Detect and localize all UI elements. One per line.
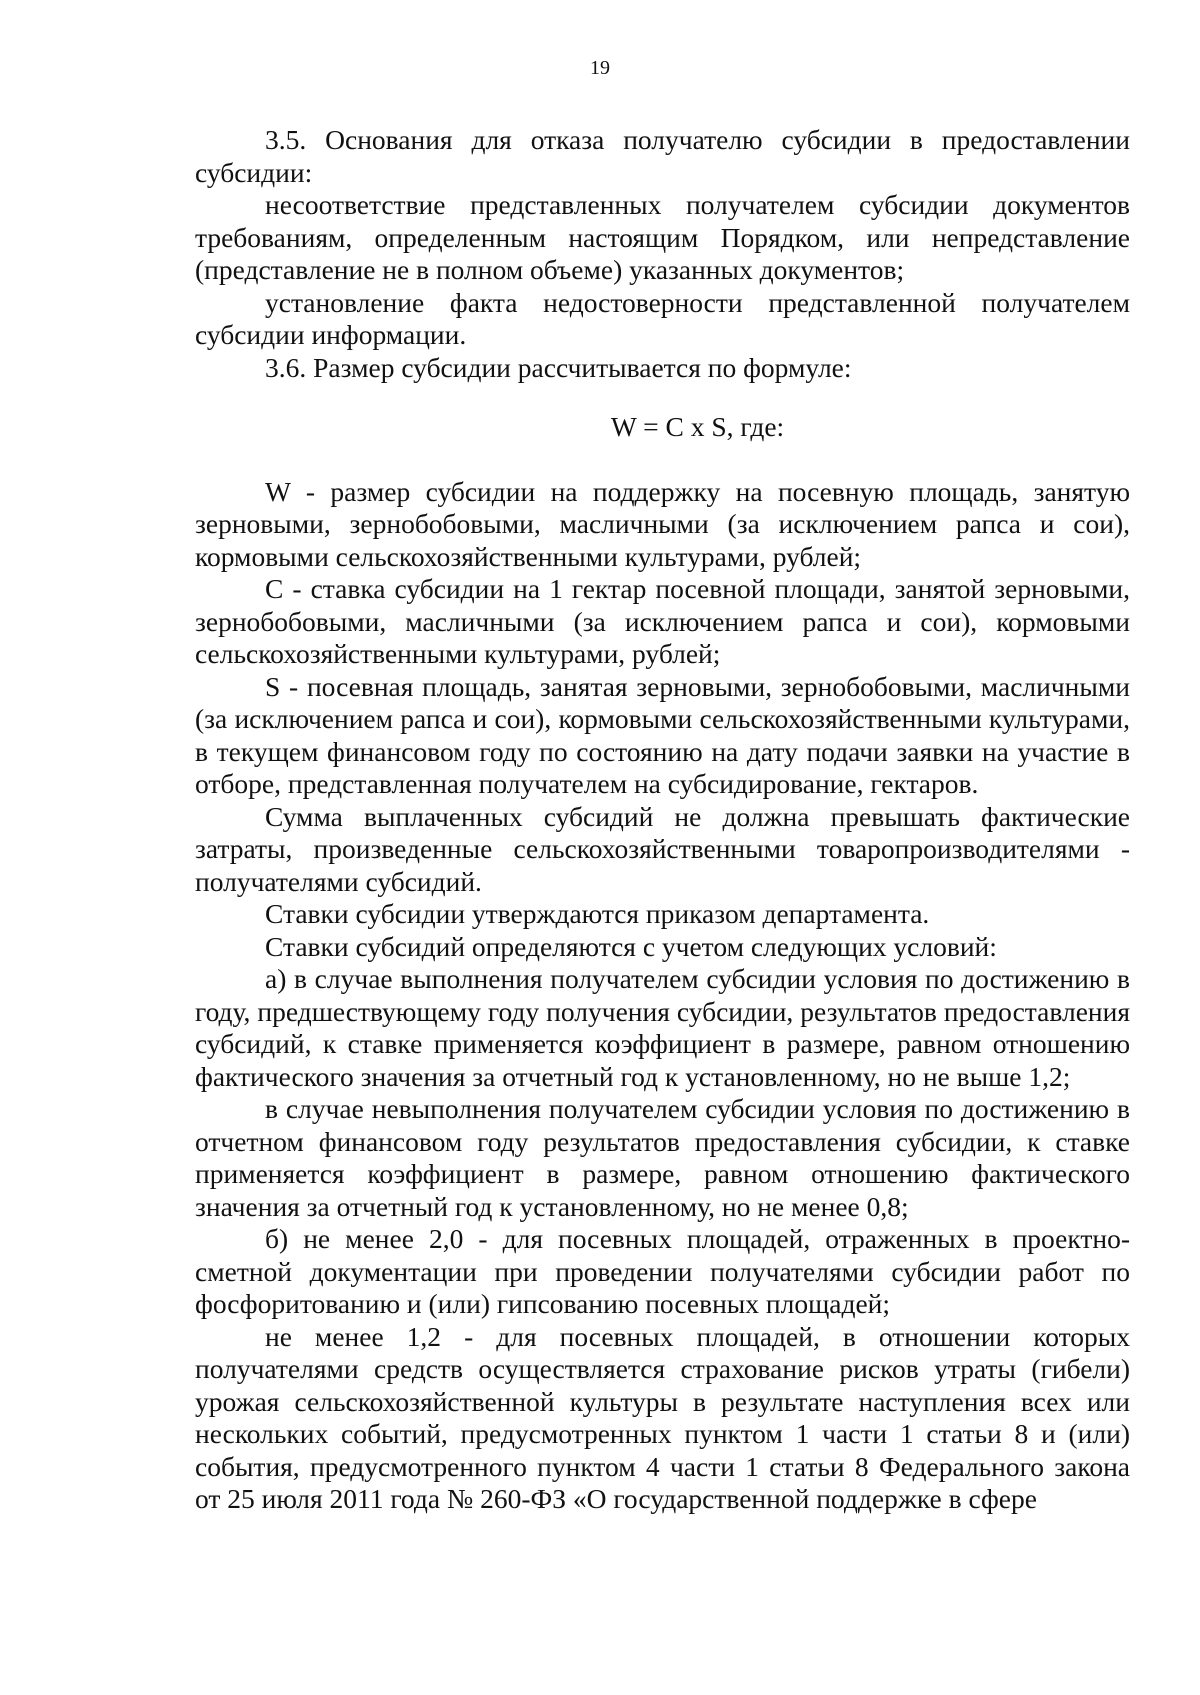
document-body	[195, 124, 1130, 1516]
paragraph-s-definition: S - посевная площадь, занятая зерновыми, зернобобовыми, масличными (за исключением рапса и сои), кормовыми сельскохозяйственными культурами, в текущем финансовом году по состоянию на дату подачи заявки на участие в отборе, представленная получателем на субсидирование, гектаров.	[195, 670, 1130, 799]
paragraph-nonconformity: несоответствие представленных получателем субсидии документов требованиям, определенным настоящим Порядком, или непредставление (представление не в полном объеме) указанных документов;	[195, 189, 1130, 285]
paragraph-rates-conditions: Ставки субсидий определяются с учетом следующих условий:	[265, 930, 997, 962]
paragraph-condition-a-nonfulfillment: в случае невыполнения получателем субсидии условия по достижению в отчетном финансовом году результатов предоставления субсидии, к ставке применяется коэффициент в размере, равном отношению фактического значения за отчетный год к установленному, но не менее 0,8;	[195, 1093, 1130, 1222]
paragraph-rates-approval: Ставки субсидии утверждаются приказом департамента.	[265, 898, 930, 929]
paragraph-c-definition: C - ставка субсидии на 1 гектар посевной площади, занятой зерновыми, зернобобовыми, масличными (за исключением рапса и сои), кормовыми сельскохозяйственными культурами, рублей;	[195, 573, 1130, 669]
paragraph-3-6-formula-intro: 3.6. Размер субсидии рассчитывается по формуле:	[265, 351, 852, 383]
paragraph-condition-b-insurance: не менее 1,2 - для посевных площадей, в отношении которых получателями средств осуществляется страхование рисков утраты (гибели) урожая сельскохозяйственной культуры в результате наступления всех или нескольких событий, предусмотренных пунктом 1 части 1 статьи 8 и (или) события, предусмотренного пунктом 4 части 1 статьи 8 Федерального закона от 25 июля 2011 года № 260-ФЗ «О государственной поддержке в сфере	[195, 1320, 1130, 1514]
paragraph-subsidy-sum-limit: Сумма выплаченных субсидий не должна превышать фактические затраты, произведенные сельскохозяйственными товаропроизводителями - получателями субсидий.	[195, 800, 1130, 897]
formula: W = C x S, где:	[610, 411, 785, 442]
page-number: 19	[590, 57, 610, 79]
paragraph-w-definition: W - размер субсидии на поддержку на посевную площадь, занятую зерновыми, зернобобовыми, масличными (за исключением рапса и сои), кормовыми сельскохозяйственными культурами, рублей;	[195, 475, 1130, 572]
paragraph-condition-a: а) в случае выполнения получателем субсидии условия по достижению в году, предшествующему году получения субсидии, результатов предоставления субсидий, к ставке применяется коэффициент в размере, равном отношению фактического значения за отчетный год к установленному, но не выше 1,2;	[195, 963, 1130, 1092]
paragraph-condition-b: б) не менее 2,0 - для посевных площадей, отраженных в проектно-сметной документации при проведении получателями субсидии работ по фосфоритованию и (или) гипсованию посевных площадей;	[195, 1223, 1130, 1319]
paragraph-unreliable-info: установление факта недостоверности представленной получателем субсидии информации.	[195, 286, 1130, 350]
paragraph-3-5-refusal-grounds: 3.5. Основания для отказа получателю субсидии в предоставлении субсидии:	[195, 124, 1130, 188]
